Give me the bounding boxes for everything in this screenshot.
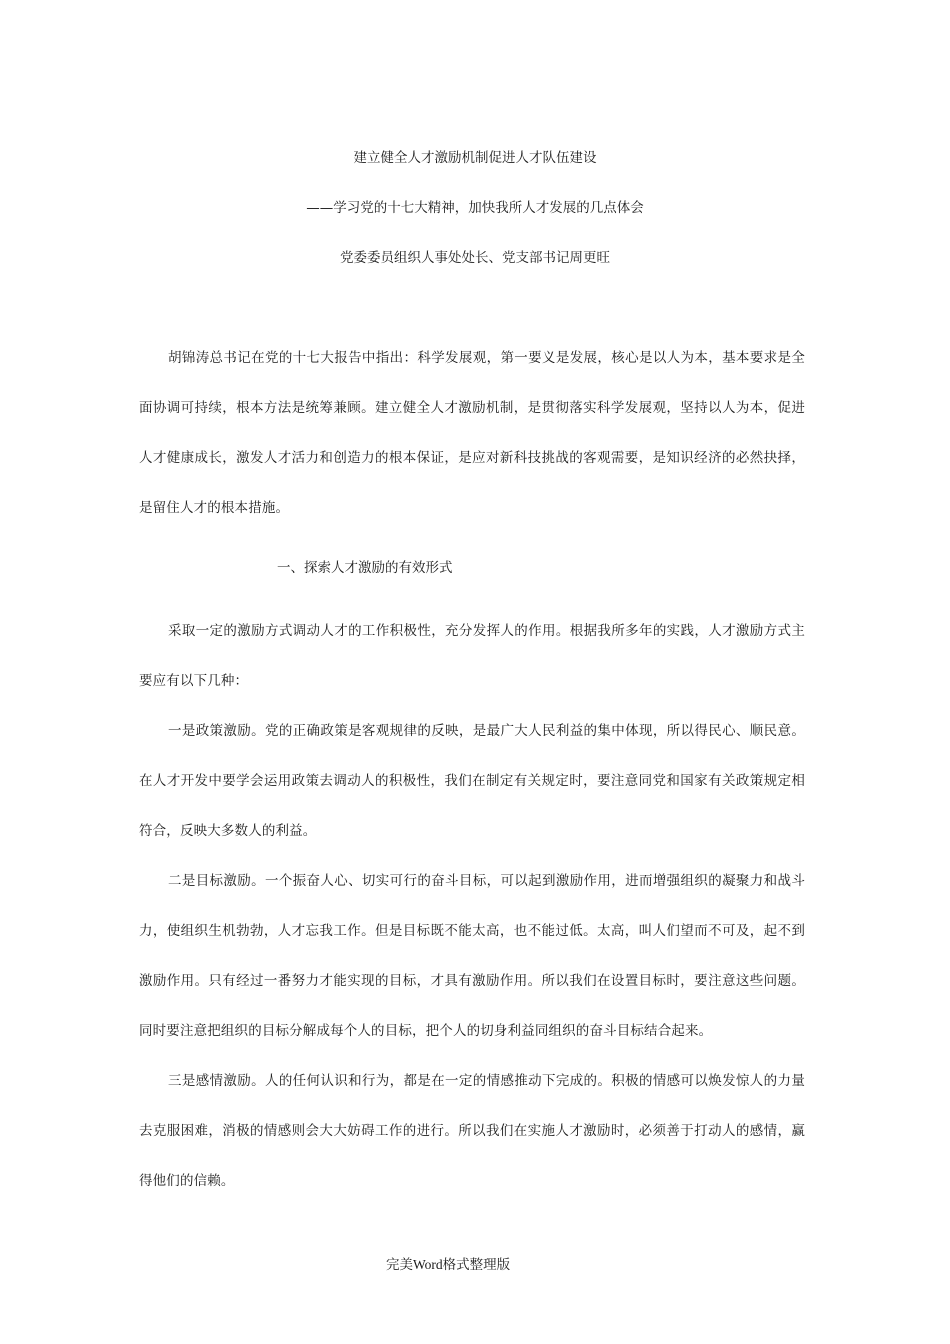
section-paragraph-policy: 一是政策激励。党的正确政策是客观规律的反映，是最广大人民利益的集中体现，所以得民心、顺民意。在人才开发中要学会运用政策去调动人的积极性，我们在制定有关规定时，要注意同党和国家有关政策规定相符合，反映大多数人的利益。 <box>139 723 805 839</box>
document-subtitle: ——学习党的十七大精神，加快我所人才发展的几点体会 <box>306 200 644 216</box>
intro-paragraph: 胡锦涛总书记在党的十七大报告中指出：科学发展观，第一要义是发展，核心是以人为本，基本要求是全面协调可持续，根本方法是统筹兼顾。建立健全人才激励机制，是贯彻落实科学发展观，坚持以人为本，促进人才健康成长，激发人才活力和创造力的根本保证，是应对新科技挑战的客观需要，是知识经济的必然抉择，是留住人才的根本措施。 <box>139 350 805 516</box>
document-title: 建立健全人才激励机制促进人才队伍建设 <box>353 150 597 166</box>
section-paragraph-goal: 二是目标激励。一个振奋人心、切实可行的奋斗目标，可以起到激励作用，进而增强组织的凝聚力和战斗力，使组织生机勃勃，人才忘我工作。但是目标既不能太高，也不能过低。太高，叫人们望而不可及，起不到激励作用。只有经过一番努力才能实现的目标，才具有激励作用。所以我们在设置目标时，要注意这些问题。同时要注意把组织的目标分解成每个人的目标，把个人的切身利益同组织的奋斗目标结合起来。 <box>139 873 805 1039</box>
section-paragraph-emotion: 三是感情激励。人的任何认识和行为，都是在一定的情感推动下完成的。积极的情感可以焕发惊人的力量去克服困难，消极的情感则会大大妨碍工作的进行。所以我们在实施人才激励时，必须善于打动人的感情，赢得他们的信赖。 <box>139 1073 805 1189</box>
section-paragraph-1: 采取一定的激励方式调动人才的工作积极性，充分发挥人的作用。根据我所多年的实践，人才激励方式主要应有以下几种： <box>139 623 805 689</box>
document-author: 党委委员组织人事处处长、党支部书记周更旺 <box>340 250 610 266</box>
section-heading: 一、探索人才激励的有效形式 <box>277 560 453 576</box>
page-footer: 完美Word格式整理版 <box>386 1257 511 1272</box>
